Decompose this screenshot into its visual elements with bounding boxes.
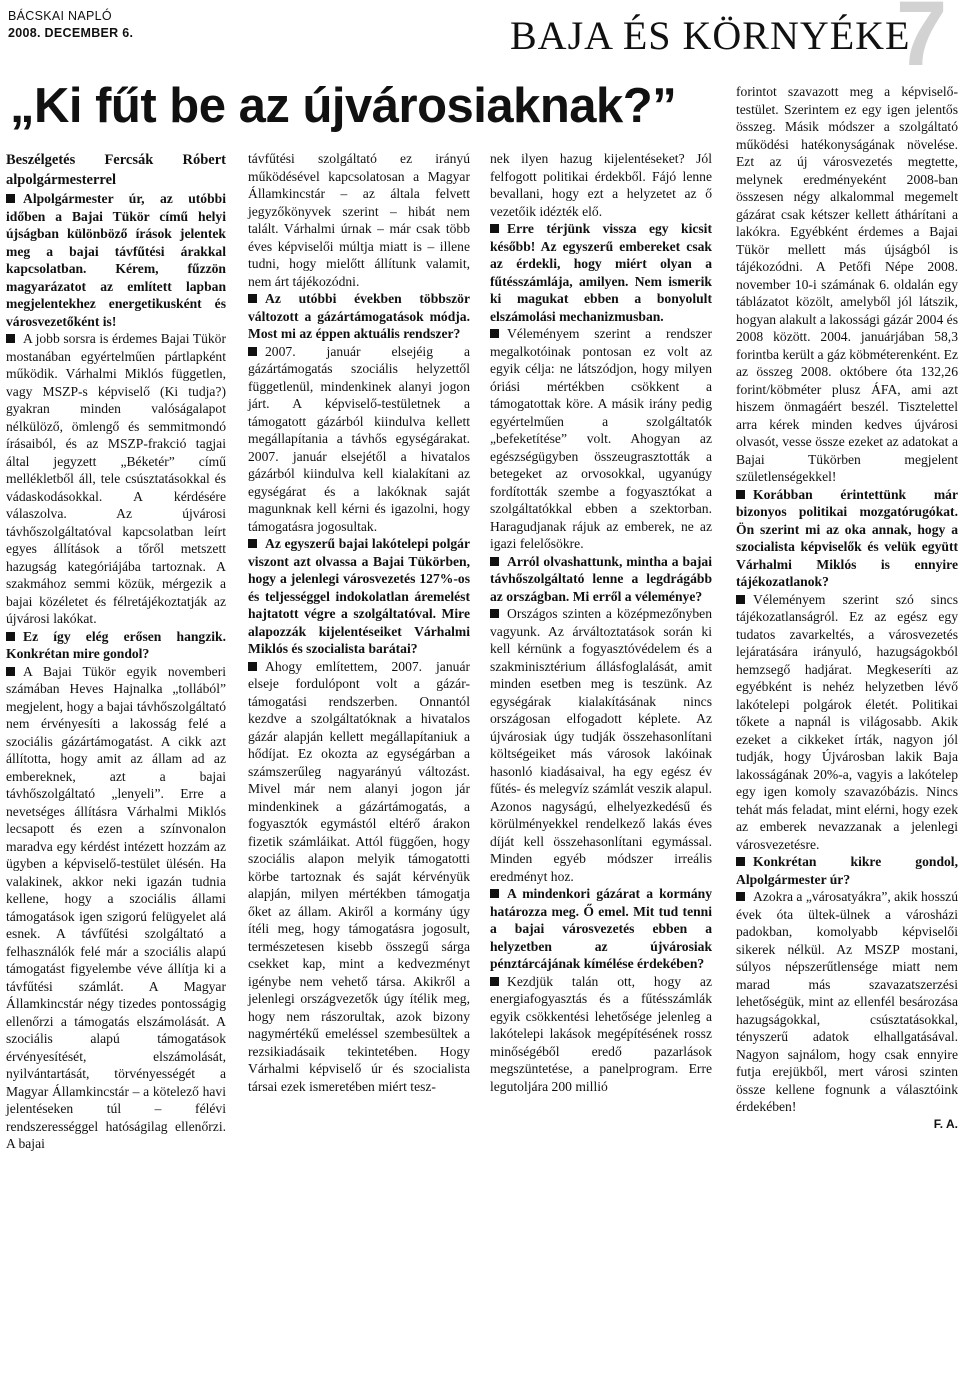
bullet-square-icon bbox=[490, 609, 499, 618]
interview-question: Konkrétan kikre gondol, Alpolgármester úr? bbox=[736, 854, 958, 887]
bullet-square-icon bbox=[6, 632, 15, 641]
bullet-square-icon bbox=[490, 889, 499, 898]
interview-question: Alpolgármester úr, az utóbbi időben a Bajai Tükör című helyi újságban különböző írások jelentek meg a bajai távfűtési árakkal kapcsolatban. Kérem, fűzzön magyarázatot az említett lapban megjelentekhez energetikusként és városvezetőként is! bbox=[6, 191, 226, 329]
bullet-square-icon bbox=[490, 224, 499, 233]
bullet-square-icon bbox=[490, 977, 499, 986]
author-signature: F. A. bbox=[933, 1116, 958, 1131]
interview-answer: A Bajai Tükör egyik novemberi számában Heves Hajnalka „tollából” megjelent, hogy a bajai távhőszolgáltató nem érvényesíti a lakosság felé a szociális gázártámogatást. A cikk azt állította, hogy amit az állam ad az embereknek, azt a bajai távhőszolgáltató „lenyeli”. Erre a nevetséges állításra Várhalmi Miklós lecsapott és ezen a színvonalon maradva egy kérdést intézett hozzám az ügyben a képviselő-testület ülésén. Ha valakinek, akkor neki igazán tudnia kellene, hogy a szociális állami támogatások igen szigorú felügyelet alá esnek. A távfűtési szolgáltató a felhasználók felé már a szociális alapú támogatást figyelembe véve állítja ki a távfűtési számlát. A Magyar Államkincstár négy tizedes pontosságig ellenőrzi a támogatás elszámolását. A szociális alapú támogatások érvényesítését, elszámolását, nyilvántartását, törvényességét a Magyar Államkincstár – a kötelező havi jelentéseken túl – félévi rendszerességgel hatóságilag ellenőrzi. A bajai bbox=[6, 663, 226, 1151]
article-intro: Beszélgetés Fercsák Róbert alpolgármesterrel bbox=[6, 152, 226, 188]
column-1-body bbox=[6, 190, 226, 1153]
article-title: „Ki fűt be az újvárosiaknak?” bbox=[10, 79, 677, 133]
interview-answer: Kezdjük talán ott, hogy az energiafogyasztás és a fűtésszámlák egyik csökkentési lehetősége jelenleg a lakótelepi lakások megépítésének rossz minőségéből eredő pazarlások megszüntetése, a panelprogram. Erre legutoljára 200 millió bbox=[490, 973, 712, 1094]
interview-question: A mindenkori gázárat a kormány határozza meg. Ő emel. Mit tud tenni a bajai városvezetés ebben a helyzetben az újvárosiak pénztárcájának kímélése érdekében? bbox=[490, 886, 712, 971]
interview-question: Arról olvashattunk, mintha a bajai távhőszolgáltató lenne a legdrágább az országban. Mi erről a véleménye? bbox=[490, 553, 712, 604]
interview-answer: 2007. január elsejéig a gázártámogatás szociális helyzettől függetlenül, mindenkinek alanyi jogon járt. A képviselő-testületnek a támogatott gázárból kiindulva kellett megállapítania a távhős egységárakat. 2007. január elsejétől a hivatalos gázárból kiindulva kell kialakítani az egységárat és a lakóknak saját magunknak kell kérni és igazolni, hogy támogatásra jogosultak. bbox=[248, 343, 470, 534]
continued-text: távfűtési szolgáltató ez irányú működésével kapcsolatosan a Magyar Államkincstár – az általa felvett jegyzőkönyvek szerint – hibát nem talált. Várhalmi úrnak – már csak több éves képviselői múltja miatt is – illene tudni, hogy mielőtt állítunk valamit, nem árt tájékozódni. bbox=[248, 151, 470, 289]
bullet-square-icon bbox=[490, 329, 499, 338]
issue-date: 2008. DECEMBER 6. bbox=[8, 26, 134, 40]
bullet-square-icon bbox=[736, 857, 745, 866]
column-2 bbox=[248, 150, 470, 1095]
interview-question: Az utóbbi években többször változott a gázártámogatások módja. Most mi az éppen aktuális rendszer? bbox=[248, 291, 470, 341]
interview-answer: Ahogy említettem, 2007. január elseje fordulópont volt a gázár-támogatási rendszerben. Onnantól kezdve a szolgáltatóknak a hivatalos gázár alapján kellett megállapítaniuk a hődíjat. Ez okozta az egységárban a számszerűleg nagyarányú változást. Mivel már nem alanyi jogon jár mindenkinek a gázártámogatás, a fogyasztók egymástól eltérő árakon fizetik számláikat. Attól függően, hogy szociális alapon melyik támogatotti körbe tartoznak és saját kérvényük alapján, milyen mértékben támogatja őket az állam. Akiről a kormány úgy ítéli meg, hogy támogatásra jogosult, természetesen kisebb összegű sárga csekket kap, mint a kedvezményt igénybe nem vehető társa. Akikről a jelenlegi országvezetők úgy ítélik meg, hogy nem rászorultak, azok bizony nagymértékű emeléssel szembesültek a rezsikiadásaik tekintetében. Hogy Várhalmi képviselő úr és szocialista társai ezek ismeretében miért tesz- bbox=[248, 658, 470, 1094]
header-paper-info bbox=[8, 8, 133, 42]
interview-answer: A jobb sorsra is érdemes Bajai Tükör mostanában egyértelműen pártlapként működik. Várhalmi Miklós független, vagy MSZP-s képviselő (Ki tudja?) gyakran minden valóságalapot nélkülöző, ömlengő és semmitmondó írásaiból, és az MSZP-frakció tagjai által jegyzett „Béketér” című mellékletből áll, tele csúsztatásokkal és vádaskodásokkal. A kérdésére válaszolva. Az újvárosi távhőszolgáltatóval kapcsolatban leírt egyes állítások a tőről metszett hazugság kategóriájába tartoznak. A szakmához semmi közük, mérgezik a bajai közéletet és félretájékoztatják az újvárosi lakókat. bbox=[6, 331, 226, 626]
continued-text: forintot szavazott meg a képviselő-testület. Szerintem ez egy igen jelentős összeg. Másik módszer a szolgáltató működési hatékonyságának növelése. Ezt az új városvezetés megtette, melynek eredményeként 2008-ban összesen négy alkalommal megemelt gázárat csak kétszer kellett áthárítani a lakókra. Egyébként érdemes a Bajai Tükör mellett más újságból is tájékozódni. A Petőfi Népe 2008. november 10-i számának 6. oldalán egy táblázatot közölt, amelyből jól látszik, hogyan alakult a lakossági gázár 2004 és 2008 között. 2004. januárjában 58,3 forintba került a gáz köbméterenként. Ez az összeg 2008. októbere óta 132,26 forint/köbméter plusz ÁFA, ami azt hiszem önmagáért beszél. Tisztelettel arra kérek minden kedves újvárosi olvasót, vesse össze ezeket az adatokat a Bajai Tükörben megjelent születlenségekkel! bbox=[736, 84, 958, 484]
interview-answer: Azokra a „városatyákra”, akik hosszú évek óta ültek-ülnek a városházi padokban, komolyabb képviselői sikerek nélkül. Az MSZP mostani, súlyos népszerűtlensége miatt nem marad más szavazatszerzési lehetőségük, mint az ellenfél besározása hazugságokkal, csúsztatásokkal, tényszerű adatok elhallgatásával. Nagyon sajnálom, hogy csak ennyire futja erejükből, mert városi szinten össze kellene fognunk a választóink érdekében! bbox=[736, 889, 958, 1114]
column-1 bbox=[6, 150, 226, 1153]
interview-answer: Országos szinten a középmezőnyben vagyunk. Az árváltoztatások során ki kell kérnünk a fogyasztóvédelem és a szakminisztérium állásfoglalását, amit minden esetben meg is teszünk. Az egységárak kialakításának nincs országosan elfogadott képlete. Az újvárosiak úgy tudják összehasonlítani költségeiket más városok lakóinak hasonló kiadásaival, ha egy egész év fűtés- és melegvíz számlát veszik alapul. Azonos nagyságú, elhelyezkedésű és körülményekkel rendelkező lakás éves díját kell összehasonlítani egymással. Minden egyéb módszer irreális eredményt hoz. bbox=[490, 606, 712, 884]
page-number: 7 bbox=[896, 0, 948, 85]
bullet-square-icon bbox=[6, 667, 15, 676]
bullet-square-icon bbox=[248, 662, 257, 671]
interview-question: Ez így elég erősen hangzik. Konkrétan mire gondol? bbox=[6, 628, 226, 661]
paper-name: BÁCSKAI NAPLÓ bbox=[8, 9, 112, 23]
interview-question: Erre térjünk vissza egy kicsit később! Az egyszerű embereket csak az érdekli, hogy miért olyan a fűtésszámlája, amilyen. Nem ismerik ki magukat ebben a bonyolult elszámolási mechanizmusban. bbox=[490, 221, 712, 324]
bullet-square-icon bbox=[6, 194, 15, 203]
section-title: BAJA ÉS KÖRNYÉKE bbox=[510, 13, 911, 58]
bullet-square-icon bbox=[6, 334, 15, 343]
bullet-square-icon bbox=[490, 557, 499, 566]
column-4 bbox=[736, 83, 958, 1133]
interview-question: Az egyszerű bajai lakótelepi polgár viszont azt olvassa a Bajai Tükörben, hogy a jelenlegi városvezetés 127%-os és teljességgel indokolatlan áremelést hajtatott végre a szolgáltatóval. Mire alapozzák kijelentéseiket Várhalmi Miklós és szocialista barátai? bbox=[248, 536, 470, 656]
bullet-square-icon bbox=[248, 347, 257, 356]
bullet-square-icon bbox=[248, 539, 257, 548]
bullet-square-icon bbox=[736, 595, 745, 604]
column-3 bbox=[490, 150, 712, 1095]
bullet-square-icon bbox=[736, 490, 745, 499]
continued-text: nek ilyen hazug kijelentéseket? Jól felfogott politikai érdekből. Fájó lenne bevallani, hogy ezt a helyzetet az ő vezetőik idézték elő. bbox=[490, 151, 712, 219]
interview-answer: Véleményem szerint szó sincs tájékozatlanságról. Ez az egész egy tudatos zavarkeltés, a városvezetés lejáratására irányuló, hazugságokból hemzsegő hadjárat. Megkeseríti az egyébként is nehéz helyzetben lévő lakótelepi polgárok életét. Politikai tőkete a napnál is világosabb. Akik ezeket a cikkeket írták, nagyon jól tudják, hogy Újvárosban lakik Baja lakosságának 20%-a, vagyis a lakótelep egy igen komoly szavazóbázis. Nincs tehát más feladat, mint elérni, hogy ezek az emberek nevazzanak a jelenlegi városvezetésre. bbox=[736, 591, 958, 852]
interview-question: Korábban érintettünk már bizonyos politikai mozgatórugókat. Ön szerint mi az oka annak, hogy a szocialista képviselők és velük együtt Várhalmi Miklós is ennyire tájékozatlanok? bbox=[736, 486, 958, 589]
bullet-square-icon bbox=[248, 294, 257, 303]
interview-answer: Véleményem szerint a rendszer megalkotóinak pontosan ez volt az egyik célja: ne látszódjon, hogy milyen óriási mértékben csökkent a támogatottak köre. A másik irány pedig egyértelműen a szolgáltatók „befeketítése” volt. Ahogyan az egészségügyben összeugrasztották a betegeket az orvosokkal, ugyanúgy fordították szembe a fogyasztókat a szolgáltatókkal ebben a szektorban. Haragudjanak rájuk az emberek, ne az igazi felelősökre. bbox=[490, 326, 712, 551]
bullet-square-icon bbox=[736, 892, 745, 901]
column-4-body bbox=[736, 83, 958, 1116]
